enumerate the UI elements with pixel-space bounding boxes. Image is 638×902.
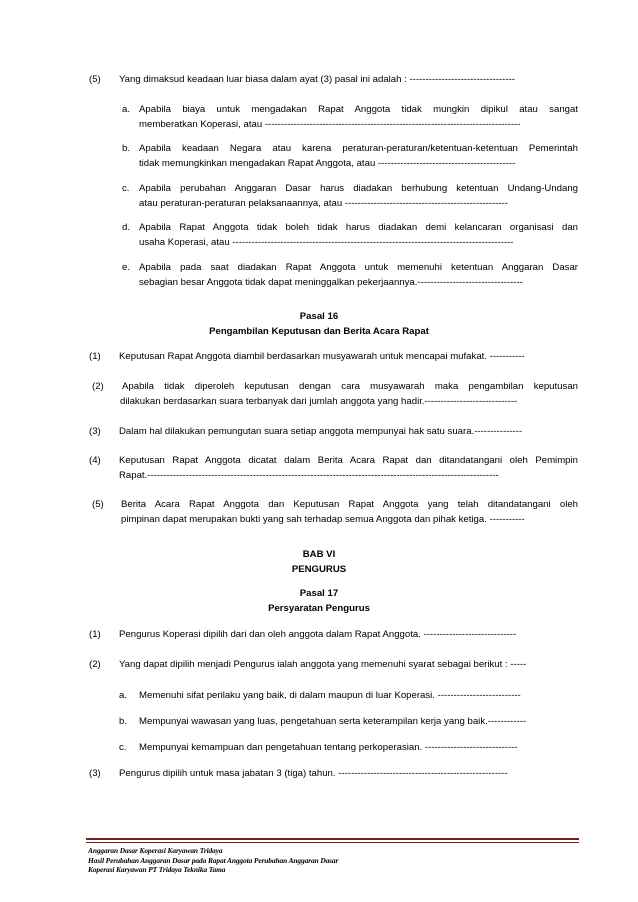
item-number: (5) [89,74,101,85]
sub-letter: e. [122,262,131,273]
item-text: Pengurus Koperasi dipilih dari dan oleh anggota dalam Rapat Anggota. ----------------------------- [119,629,517,640]
item-number: (3) [89,426,101,437]
sub-text: Mempunyai wawasan yang luas, pengetahuan serta keterampilan kerja yang baik.------------ [139,716,527,727]
section-title: Pasal 17 [299,588,339,599]
item-text: Pengurus dipilih untuk masa jabatan 3 (tiga) tahun. ----------------------------------------------------- [119,768,508,779]
sub-letter: b. [119,716,128,727]
section-title: Pasal 16 [299,311,339,322]
item-number: (3) [89,768,101,779]
item-text-line2: dilakukan berdasarkan suara terbanyak dari jumlah anggota yang hadir.----------------------------- [120,396,518,407]
item-text: Dalam hal dilakukan pemungutan suara setiap anggota mempunyai hak satu suara.--------------- [119,426,523,437]
footer-line: Koperasi Karyawan PT Tridaya Teknika Tama [88,865,226,875]
sub-text-line1: Apabila keadaan Negara atau karena peraturan-peraturan/ketentuan-ketentuan Pemerintah [139,143,578,154]
item-number: (4) [89,455,101,466]
chapter-title: BAB VI [302,549,336,560]
item-number: (2) [89,659,101,670]
item-text: Yang dimaksud keadaan luar biasa dalam ayat (3) pasal ini adalah : --------------------------------- [119,74,515,85]
sub-text-line2: atau peraturan-peraturan pelaksanaannya, atau --------------------------------------------------- [139,198,508,209]
item-number: (1) [89,351,101,362]
item-text: Yang dapat dipilih menjadi Pengurus ialah anggota yang memenuhi syarat sebagai berikut : ----- [119,659,527,670]
chapter-subtitle: PENGURUS [291,564,347,575]
item-number: (2) [92,381,104,392]
sub-text-line1: Apabila biaya untuk mengadakan Rapat Anggota tidak mungkin dipikul atau sangat [139,104,578,115]
sub-letter: a. [119,690,128,701]
sub-text-line1: Apabila perubahan Anggaran Dasar harus diadakan berhubung ketentuan Undang-Undang [139,183,578,194]
item-text-line1: Keputusan Rapat Anggota dicatat dalam Berita Acara Rapat dan ditandatangani oleh Pemimpin [119,455,578,466]
sub-text-line1: Apabila pada saat diadakan Rapat Anggota untuk memenuhi ketentuan Anggaran Dasar [139,262,578,273]
footer-line: Anggaran Dasar Koperasi Karyawan Tridaya [88,846,223,855]
sub-letter: b. [122,143,131,154]
sub-text-line1: Apabila Rapat Anggota tidak boleh tidak harus diadakan demi kelancaran organisasi dan [139,222,578,233]
sub-letter: c. [122,183,130,194]
item-text-line1: Apabila tidak diperoleh keputusan dengan cara musyawarah maka pengambilan keputusan [122,381,578,392]
sub-text-line2: memberatkan Koperasi, atau -------------------------------------------------------------------------------- [139,119,521,130]
item-text-line2: pimpinan dapat merupakan bukti yang sah terhadap semua Anggota dan pihak ketiga. ----------- [121,514,525,525]
item-text-line1: Berita Acara Rapat Anggota dan Keputusan Rapat Anggota yang telah ditandatangani oleh [121,499,578,510]
sub-letter: d. [122,222,131,233]
sub-text-line2: sebagian besar Anggota tidak dapat meninggalkan pekerjaannya.--------------------------------- [139,277,523,288]
section-subtitle: Pengambilan Keputusan dan Berita Acara Rapat [209,326,429,337]
footer-rule-thick [86,838,579,840]
item-text-line2: Rapat.-------------------------------------------------------------------------------------------------------------- [119,470,499,481]
footer-rule-thin [86,842,579,843]
item-number: (1) [89,629,101,640]
sub-letter: c. [119,742,127,753]
sub-text: Memenuhi sifat perilaku yang baik, di dalam maupun di luar Koperasi. -------------------------- [139,690,521,701]
sub-text: Mempunyai kemampuan dan pengetahuan tentang perkoperasian. ----------------------------- [139,742,518,753]
sub-letter: a. [122,104,131,115]
sub-text-line2: tidak memungkinkan mengadakan Rapat Anggota, atau ------------------------------------------- [139,158,516,169]
item-text: Keputusan Rapat Anggota diambil berdasarkan musyawarah untuk mencapai mufakat. ----------- [119,351,525,362]
sub-text-line2: usaha Koperasi, atau ---------------------------------------------------------------------------------------- [139,237,514,248]
footer-line: Hasil Perubahan Anggaran Dasar pada Rapat Anggota Perubahan Anggaran Dasar [88,855,339,865]
item-number: (5) [92,499,104,510]
section-subtitle: Persyaratan Pengurus [268,603,370,614]
page-footer [88,846,578,875]
